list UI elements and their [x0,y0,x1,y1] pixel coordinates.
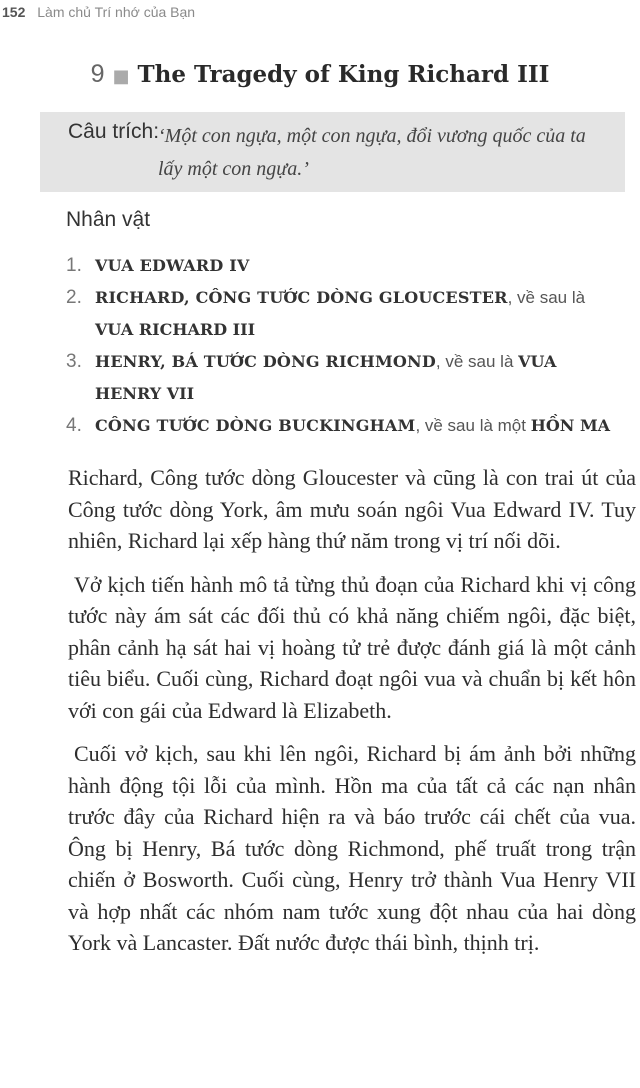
character-name: VUA EDWARD IV [95,256,250,275]
characters-heading: Nhân vật [66,208,151,231]
character-index: 3. [66,351,82,372]
book-title: Làm chủ Trí nhớ của Bạn [37,4,196,20]
character-index: 1. [66,255,82,276]
body-text [68,462,636,971]
running-header [2,4,195,20]
character-note: , về sau là [435,352,519,371]
paragraph: Richard, Công tước dòng Gloucester và cũng là con trai út của Công tước dòng York, âm mưu soán ngôi Vua Edward IV. Tuy nhiên, Richard lại xếp hàng thứ năm trong vị trí nối dõi. [68,465,636,553]
paragraph: Cuối vở kịch, sau khi lên ngôi, Richard bị ám ảnh bởi những hành động tội lỗi của mình. Hồn ma của tất cả các nạn nhân trước đây của Richard hiện ra và báo trước cái chết của vua. Ông bị Henry, Bá tước dòng Richmond, phế truất trong trận chiến ở Bosworth. Cuối cùng, Henry trở thành Vua Henry VII và hợp nhất các nhóm nam tước xung đột nhau của hai dòng York và Lancaster. Đất nước được thái bình, thịnh trị. [68,741,636,955]
chapter-title [0,60,640,89]
character-name: RICHARD, CÔNG TƯỚC DÒNG GLOUCESTER [95,288,508,307]
character-note: , về sau là một [415,416,531,435]
chapter-number: 9 [90,60,105,88]
character-later-name: VUA RICHARD III [95,320,256,339]
quote-text: ‘Một con ngựa, một con ngựa, đổi vương quốc của ta lấy một con ngựa.’ [158,125,586,180]
character-item [66,410,626,442]
character-later-name: VUA HENRY VII [95,352,557,403]
character-name: CÔNG TƯỚC DÒNG BUCKINGHAM [95,416,416,435]
character-note: , về sau là [507,288,586,307]
character-index: 4. [66,415,82,436]
character-list [66,250,626,442]
paragraph: Vở kịch tiến hành mô tả từng thủ đoạn của Richard khi vị công tước này ám sát các đối thủ có khả năng chiếm ngôi, đặc biệt, phân cảnh hạ sát hai vị hoàng tử trẻ được đánh giá là một cảnh tiêu biểu. Cuối cùng, Richard đoạt ngôi vua và chuẩn bị kết hôn với con gái của Edward là Elizabeth. [68,571,636,723]
character-index: 2. [66,287,82,308]
character-item [66,250,626,282]
character-item [66,346,626,410]
quote-box [40,112,625,192]
character-name: HENRY, BÁ TƯỚC DÒNG RICHMOND [95,352,436,371]
character-item [66,282,626,346]
separator-dot-icon: ■ [112,66,130,87]
quote-label: Câu trích: [68,120,160,143]
page-number: 152 [2,4,26,20]
chapter-name: The Tragedy of King Richard III [137,61,550,88]
character-later-name: HỒN MA [530,416,611,435]
